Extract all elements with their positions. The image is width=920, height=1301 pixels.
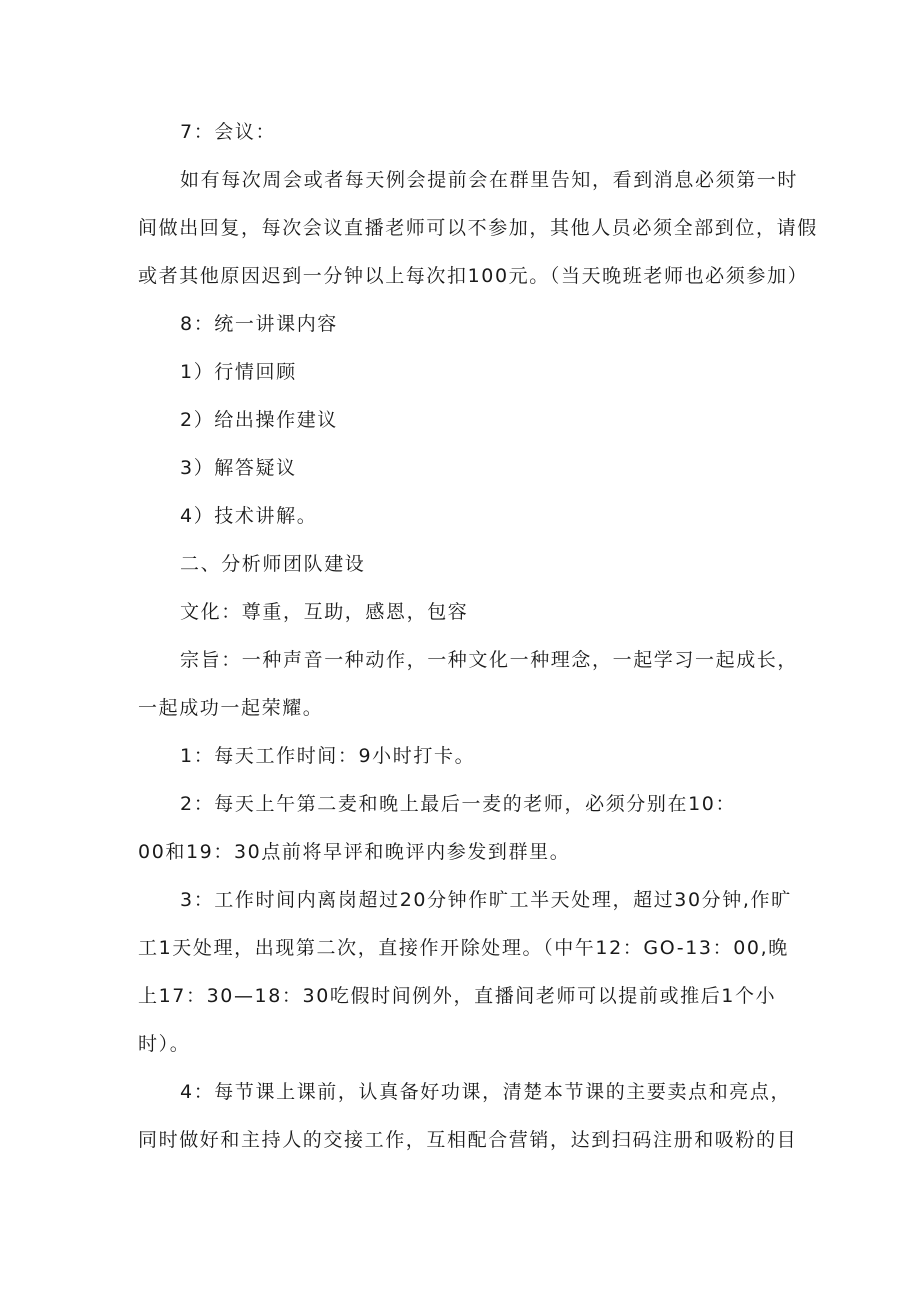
list-item: 1）行情回顾: [180, 361, 297, 383]
paragraph-line: 间做出回复，每次会议直播老师可以不参加，其他人员必须全部到位，请假: [138, 217, 818, 239]
rule-item: 上17：30—18：30吃假时间例外，直播间老师可以提前或推后1个小: [138, 985, 777, 1007]
section-heading: 二、分析师团队建设: [180, 553, 366, 575]
culture-line: 文化：尊重，互助，感恩，包容: [180, 601, 469, 623]
paragraph-line: 或者其他原因迟到一分钟以上每次扣100元。（当天晚班老师也必须参加）: [138, 265, 809, 287]
paragraph-line: 如有每次周会或者每天例会提前会在群里告知，看到消息必须第一时: [180, 169, 799, 191]
rule-item: 00和19：30点前将早评和晚评内参发到群里。: [138, 841, 571, 863]
rule-item: 3：工作时间内离岗超过20分钟作旷工半天处理，超过30分钟,作旷: [180, 889, 792, 911]
heading-lecture-content: 8：统一讲课内容: [180, 313, 338, 335]
rule-item: 工1天处理，出现第二次，直接作开除处理。（中午12：GO-13：00,晚: [138, 937, 789, 959]
rule-item: 时）。: [138, 1033, 191, 1055]
rule-item: 4：每节课上课前，认真备好功课，清楚本节课的主要卖点和亮点，: [180, 1081, 792, 1103]
rule-item: 1：每天工作时间：9小时打卡。: [180, 745, 476, 767]
rule-item: 同时做好和主持人的交接工作，互相配合营销，达到扫码注册和吸粉的目: [138, 1129, 798, 1151]
list-item: 4）技术讲解。: [180, 505, 318, 527]
purpose-line: 一起成功一起荣耀。: [138, 697, 324, 719]
list-item: 3）解答疑议: [180, 457, 297, 479]
rule-item: 2：每天上午第二麦和晚上最后一麦的老师，必须分别在10：: [180, 793, 737, 815]
heading-meeting: 7：会议：: [180, 121, 277, 143]
list-item: 2）给出操作建议: [180, 409, 338, 431]
purpose-line: 宗旨：一种声音一种动作，一种文化一种理念，一起学习一起成长，: [180, 649, 799, 671]
